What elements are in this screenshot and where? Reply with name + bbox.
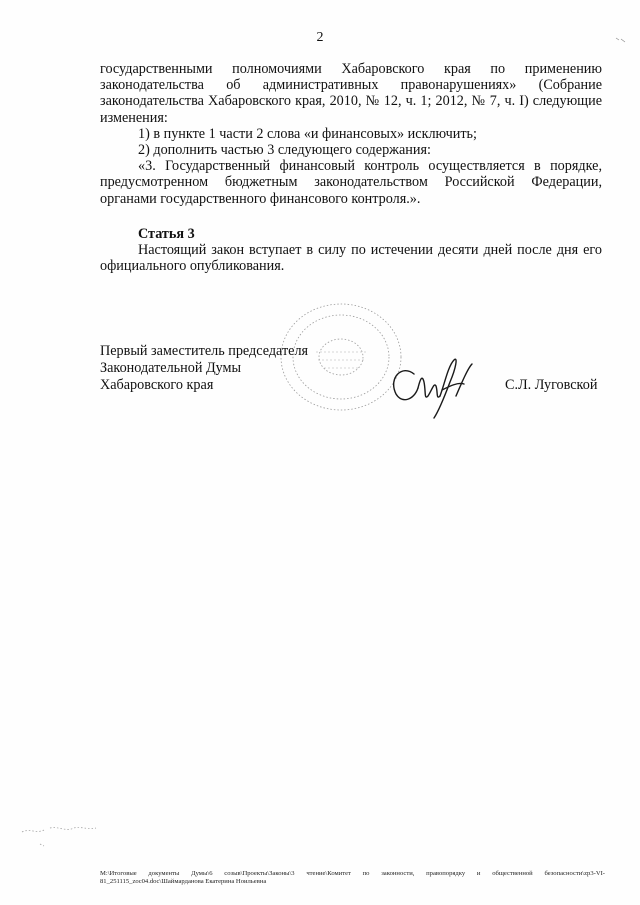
handwritten-signature-icon [384, 352, 484, 422]
amendment-item-1: 1) в пункте 1 части 2 слова «и финансовых» исключить; [138, 125, 477, 142]
continuation-line-1: государственными полномочиями Хабаровского края по применению [100, 61, 602, 77]
continuation-rest: законодательства Хабаровского края, 2010, № 12, ч. 1; 2012, № 7, ч. I) следующие изменения: [100, 93, 602, 126]
margin-mark-icon [615, 36, 627, 44]
signature-title-line-3: Хабаровского края [100, 377, 214, 393]
footer-file-path: M:\Итоговые документы Думы\6 созыв\Проекты\Законы\3 чтение\Комитет по законности, правопорядку и общественной безопасности\zp3-VI-81_251115_zoc04.doc\Шаймарданова Екатерина Ноильевна [100, 870, 605, 885]
margin-scribble-icon [20, 822, 100, 852]
page-number: 2 [316, 30, 324, 45]
signer-name: С.Л. Луговской [505, 377, 598, 393]
signature-title-line-2: Законодательной Думы [100, 360, 242, 376]
signature-title-block [100, 343, 308, 394]
signature-title-line-1: Первый заместитель председателя [100, 343, 309, 359]
amendment-item-2: 2) дополнить частью 3 следующего содержания: [138, 142, 431, 159]
article-3-text: Настоящий закон вступает в силу по истечении десяти дней после дня его официального опубликования. [100, 242, 602, 275]
continuation-line-2: законодательства об административных правонарушениях» (Собрание [100, 77, 602, 94]
part-3-text: «3. Государственный финансовый контроль осуществляется в порядке, предусмотренном бюджетным законодательством Российской Федерации, органами государственного финансового контроля.». [100, 158, 602, 207]
document-body [100, 61, 602, 274]
article-3-heading: Статья 3 [138, 225, 195, 242]
